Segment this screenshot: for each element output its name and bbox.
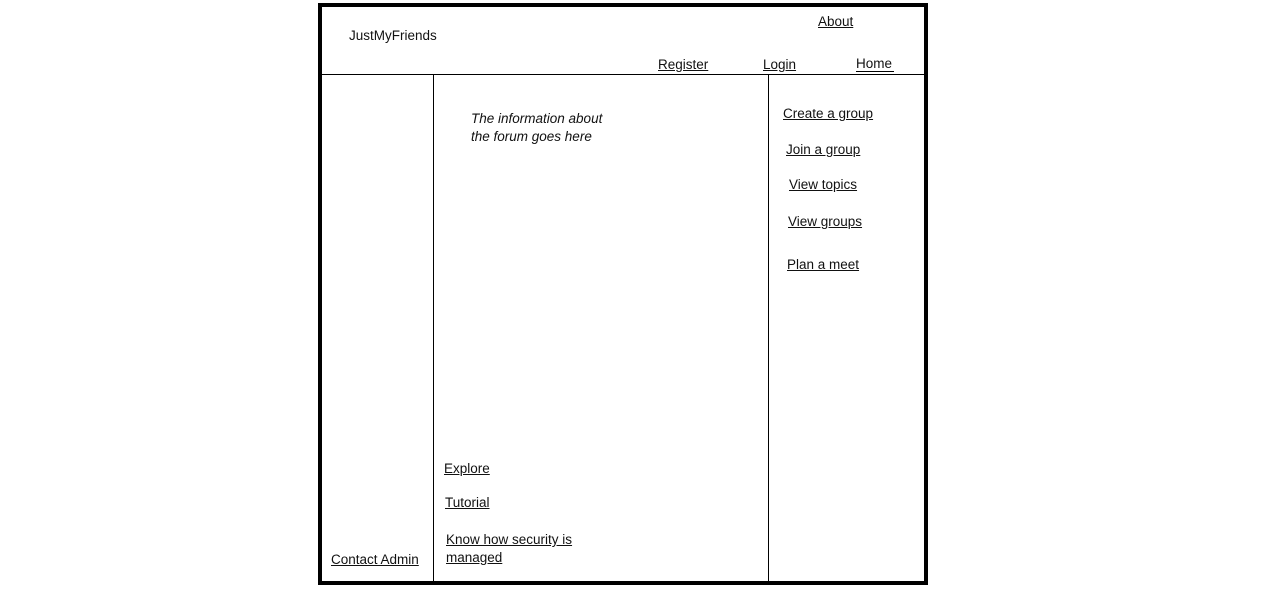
about-link[interactable]: About bbox=[818, 14, 854, 29]
tutorial-link[interactable]: Tutorial bbox=[445, 495, 490, 510]
view-groups-link[interactable]: View groups bbox=[788, 214, 863, 229]
header-divider bbox=[322, 74, 924, 75]
page-frame bbox=[318, 3, 928, 585]
register-link[interactable]: Register bbox=[658, 57, 709, 72]
plan-meet-link[interactable]: Plan a meet bbox=[787, 257, 860, 272]
create-group-link[interactable]: Create a group bbox=[783, 106, 874, 121]
right-sidebar-divider bbox=[768, 75, 769, 581]
left-sidebar-divider bbox=[433, 75, 434, 581]
home-link[interactable]: Home bbox=[856, 56, 893, 71]
view-topics-link[interactable]: View topics bbox=[789, 177, 858, 192]
site-brand: JustMyFriends bbox=[349, 28, 437, 43]
explore-link[interactable]: Explore bbox=[444, 461, 490, 476]
contact-admin-link[interactable]: Contact Admin bbox=[331, 552, 419, 567]
join-group-link[interactable]: Join a group bbox=[786, 142, 861, 157]
login-link[interactable]: Login bbox=[763, 57, 797, 72]
forum-info-text: The information about the forum goes here bbox=[471, 111, 603, 144]
security-info-link[interactable]: Know how security is managed bbox=[446, 532, 573, 565]
home-active-indicator bbox=[856, 71, 894, 72]
